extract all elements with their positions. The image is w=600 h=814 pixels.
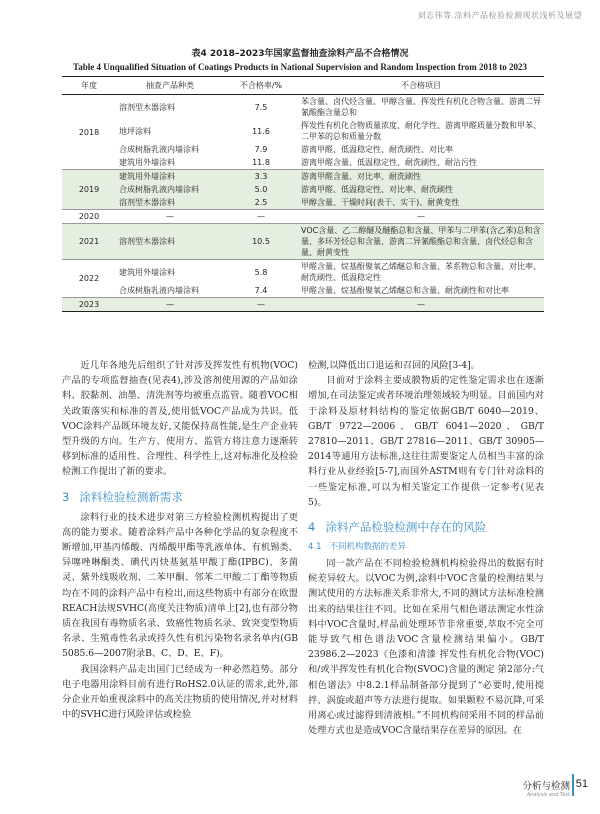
- table-row: [62, 143, 544, 156]
- cell-rate: 7.9: [254, 145, 268, 154]
- cell-rate: 3.3: [224, 170, 298, 184]
- body-paragraph: 目前对于涂料主要成膜物质的定性鉴定需求也在逐渐增加,在司法鉴定或者环境治理领域较为明显。目前国内对于涂料及原材料结构的鉴定依据GB/T 6040—2019、GB/T 9722—2006、GB/T 6041—2020、GB/T 27810—2011、GB/T 27816—2011、GB/T 30905—2014等通用方法标准,这往往需要鉴定人员相当丰富的涂料行业从业经验[5-7],而国外ASTM则有专门针对涂料的一些鉴定标准,可以为相关鉴定工作提供一定参考(见表5)。: [308, 375, 544, 508]
- body-paragraph: 涂料行业的技术进步对第三方检验检测机构提出了更高的能力要求。随着涂料产品中各种化学品的复杂程度不断增加,甲基丙烯酸、丙烯酸甲酯等乳液单体、有机锡类、异噻唑啉酮类、碘代丙炔基氨基甲酸丁酯(IPBC)、多菌灵、紫外线吸收剂、二苯甲酮、邻苯二甲酸二丁酯等物质均在不同的涂料产品中有检出,而这些物质中有部分在欧盟REACH法规SVHC(高度关注物质)清单上[2],也有部分物质在我国有毒物质名录、致癌性物质名录、致突变型物质名录、生殖毒性名录或持久性有机污染物名录名单内(GB 5085.6—2007附录B、C、D、E、F)。: [62, 511, 298, 660]
- body-paragraph: 同一款产品在不同检验检测机构检验得出的数据有时候差异较大。以VOC为例,涂料中VOC含量的检测结果与测试使用的方法标准关系非常大,不同的测试方法标准检测出来的结果往往不同。比如在采用气相色谱法测定水性涂料中VOC含量时,样品前处理环节非常重要,萃取不完全可能导致气相色谱法VOC含量检测结果偏小。GB/T 23986.2—2023《色漆和清漆 挥发性有机化合物(VOC)和/或半挥发性有机化合物(SVOC)含量的测定 第2部分:气相色谱法》中8.2.1样品制备部分提到了“必要时,使用搅拌、涡旋或超声等方法进行提取。如果颗粒不易沉降,可采用离心或过滤得到清液相。”不同机构间采用不同的样品前处理方式也是造成VOC含量结果存在差异的原因。在: [308, 558, 544, 737]
- section-title: 涂料检验检测新需求: [79, 489, 183, 504]
- cell-type: 溶剂型木器涂料: [119, 102, 175, 112]
- cell-rate: 5.8: [224, 260, 298, 285]
- table-row: [62, 183, 544, 196]
- table-row: [62, 170, 544, 184]
- subsection-heading-4-1: [308, 540, 544, 555]
- cell-rate: 7.4: [254, 286, 268, 295]
- body-paragraph: 检测,以降低出口退运和召回的风险[3-4]。: [308, 360, 480, 371]
- cell-rate: 5.0: [224, 183, 298, 196]
- cell-type: 溶剂型木器涂料: [116, 224, 224, 260]
- cell-rate: 11.8: [252, 158, 270, 167]
- cell-type: 建筑用外墙涂料: [119, 158, 175, 167]
- table-row: [62, 196, 544, 210]
- cell-items: —: [298, 210, 544, 224]
- body-paragraph: 近几年各地先后组织了针对涉及挥发性有机物(VOC)产品的专项监督抽查(见表4),涉及溶剂使用源的产品如涂料、胶黏剂、油墨、清洗剂等均被重点监管。随着VOC相关政策落实和标准的普及,使用低VOC产品成为共识。低VOC涂料产品既环境友好,又能保持高性能,是生产企业转型升级的方向。生产方、使用方、监管方将注意力逐渐转移到标准的适用性、合理性、科学性上,这对标准化及检验检测工作提出了新的要求。: [62, 360, 298, 478]
- cell-type: 地坪涂料: [119, 126, 151, 136]
- table-row: [62, 95, 544, 120]
- table-row: [62, 260, 544, 285]
- page-divider-bar: [572, 774, 574, 796]
- cell-rate: —: [224, 210, 298, 224]
- table-header-row: [62, 77, 544, 95]
- cell-rate: —: [224, 298, 298, 312]
- journal-name: 分析与检测: [522, 781, 570, 792]
- cell-items: 游离甲醛、低温稳定性、对比率、耐洗刷性: [298, 183, 544, 196]
- header-year: 年度: [62, 77, 116, 95]
- cell-items: 苯含量、卤代烃含量、甲醇含量、挥发性有机化合物含量、游离二异氰酸酯含量总和: [301, 97, 541, 117]
- header-type: 抽查产品种类: [116, 77, 224, 95]
- table-caption-cn: 表4 2018–2023年国家监督抽查涂料产品不合格情况: [191, 49, 409, 59]
- journal-mark: [522, 778, 570, 798]
- table-row: [62, 119, 544, 143]
- cell-type: 建筑用外墙涂料: [116, 170, 224, 184]
- body-paragraph: 我国涂料产品走出国门已经成为一种必然趋势。部分电子电器用涂料目前有进行RoHS2.0认证的需求,此外,部分企业开始重视涂料中的高关注物质的使用情况,并对材料中的SVHC进行风险评估或检验: [62, 663, 298, 721]
- cell-year: 2021: [62, 224, 116, 260]
- subsection-title: 不同机构数据的差异: [329, 542, 407, 553]
- cell-items: VOC含量、乙二醇醚及醚酯总和含量、甲苯与二甲苯(含乙苯)总和含量、多环芳烃总和含量、游离二异氰酸酯总和含量、卤代烃总和含量、耐黄变性: [298, 224, 544, 260]
- table-row: [62, 156, 544, 170]
- cell-items: 甲醛含量、烷基酚聚氧乙烯醚总和含量、耐洗刷性和对比率: [301, 286, 509, 295]
- cell-year: 2020: [62, 210, 116, 224]
- table-row: [62, 298, 544, 312]
- table-row: [62, 224, 544, 260]
- table-row: [62, 284, 544, 298]
- journal-name-en: Analysis and Test: [526, 792, 570, 798]
- inspection-table: [62, 76, 544, 312]
- cell-type: —: [116, 210, 224, 224]
- cell-year: 2019: [62, 170, 116, 210]
- subsection-number: 4.1: [308, 542, 322, 553]
- cell-type: 建筑用外墙涂料: [116, 260, 224, 285]
- cell-year: 2022: [62, 260, 116, 298]
- cell-rate: 2.5: [224, 196, 298, 210]
- cell-year: 2023: [62, 298, 116, 312]
- cell-items: 游离甲醛含量、低温稳定性、耐洗刷性、耐沾污性: [301, 158, 477, 167]
- running-head: 刘志伟等.涂料产品检验检测现状浅析及展望: [417, 11, 582, 20]
- cell-items: 挥发性有机化合物质量浓度、耐化学性、游离甲醛质量分数和甲苯、二甲苯的总和质量分数: [301, 121, 541, 141]
- cell-type: 合成树脂乳液内墙涂料: [119, 286, 199, 295]
- table-row: [62, 210, 544, 224]
- header-items: 不合格项目: [298, 77, 544, 95]
- cell-type: —: [116, 298, 224, 312]
- section-number: 4: [308, 520, 316, 535]
- section-heading-4: [308, 519, 544, 535]
- cell-items: —: [298, 298, 544, 312]
- section-title: 涂料产品检验检测中存在的风险: [325, 520, 487, 535]
- cell-type: 合成树脂乳液内墙涂料: [119, 145, 199, 154]
- page-number: 51: [575, 778, 588, 790]
- cell-rate: 11.6: [252, 126, 270, 136]
- cell-items: 游离甲醛含量、对比率、耐洗刷性: [298, 170, 544, 184]
- header-rate: 不合格率/%: [224, 77, 298, 95]
- cell-type: 合成树脂乳液内墙涂料: [116, 183, 224, 196]
- cell-rate: 7.5: [254, 102, 268, 112]
- left-column: [62, 358, 298, 722]
- section-number: 3: [62, 489, 70, 504]
- cell-items: 甲醛含量、烷基酚聚氧乙烯醚总和含量、苯系物总和含量、对比率、耐洗刷性、低温稳定性: [298, 260, 544, 285]
- cell-year: 2018: [78, 127, 100, 137]
- cell-items: 游离甲醛、低温稳定性、耐洗刷性、对比率: [301, 145, 453, 154]
- table-caption-en: Table 4 Unqualified Situation of Coatings Products in National Supervision and Random Inspection from 2018 to 2023: [73, 62, 527, 72]
- cell-rate: 10.5: [224, 224, 298, 260]
- section-heading-3: [62, 489, 298, 505]
- cell-type: 溶剂型木器涂料: [116, 196, 224, 210]
- cell-items: 甲醇含量、干燥时间(表干、实干)、耐黄变性: [298, 196, 544, 210]
- right-column: [308, 358, 544, 738]
